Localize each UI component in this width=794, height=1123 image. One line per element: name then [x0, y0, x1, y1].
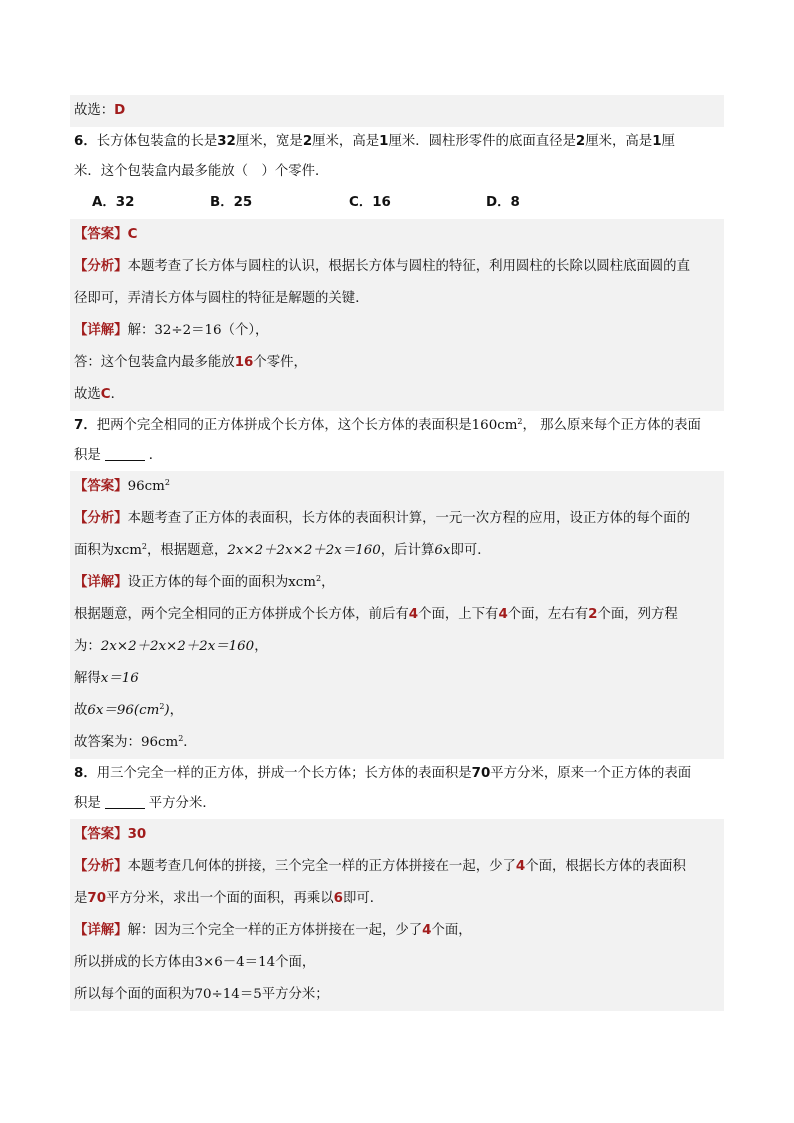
q5-choose-value: D — [114, 103, 126, 118]
q6-option-d: D．8 — [486, 195, 520, 210]
fill-in-blank[interactable] — [105, 794, 145, 809]
q6-detail-line-1: 【详解】解：32÷2＝16（个）， — [74, 323, 269, 338]
equation: 6x＝96(cm — [87, 703, 160, 718]
q7-detail-line-1: 【详解】设正方体的每个面的面积为xcm$^2$， — [74, 574, 335, 590]
q8-analysis-line-2: 是70平方分米，求出一个面的面积，再乘以6即可． — [74, 891, 384, 906]
q6-analysis-line-1: 【分析】本题考查了长方体与圆柱的认识，根据长方体与圆柱的特征，利用圆柱的长除以圆柱底面圆的直 — [74, 259, 690, 274]
q7-question — [70, 411, 724, 471]
q8-analysis-line-1: 【分析】本题考查几何体的拼接，三个完全一样的正方体拼接在一起，少了4个面，根据长方体的表面积 — [74, 859, 686, 874]
q5-solution-block — [70, 95, 724, 127]
q6-solution-block — [70, 219, 724, 411]
q6-analysis-line-2: 径即可，弄清长方体与圆柱的特征是解题的关键． — [74, 291, 369, 306]
q7-stem-line-1: 7．把两个完全相同的正方体拼成个长方体，这个长方体的表面积是$160cm^2$， 那么原来每个正方体的表面 — [74, 417, 701, 433]
q8-answer: 30 — [127, 827, 147, 842]
q6-option-b: B．25 — [210, 195, 253, 210]
equation: x＝16 — [100, 671, 139, 686]
document-page — [70, 95, 724, 1011]
q7-solution-block — [70, 471, 724, 759]
answer-tag: 【答案】 — [74, 827, 128, 842]
q6-options — [70, 187, 724, 219]
q8-solution-block — [70, 819, 724, 1011]
q7-answer-line: 【答案】$96cm^2$ — [74, 478, 170, 494]
q7-answer: 96cm — [127, 479, 165, 494]
detail-tag: 【详解】 — [74, 323, 128, 338]
equation: 2x×2＋2x×2＋2x＝160 — [100, 639, 255, 654]
q8-stem-line-2: 积是 平方分米． — [74, 796, 216, 811]
q8-stem-line-1: 8．用三个完全一样的正方体，拼成一个长方体；长方体的表面积是70平方分米，原来一个正方体的表面 — [74, 766, 692, 781]
q7-stem-line-2: 积是 ． — [74, 448, 163, 463]
answer-tag: 【答案】 — [74, 479, 128, 494]
q6-detail-line-2: 答：这个包装盒内最多能放16个零件， — [74, 355, 307, 370]
q7-analysis-line-2: 面积为xcm$^2$，根据题意，2x×2＋2x×2＋2x＝160，后计算6x即可． — [74, 542, 491, 558]
analysis-tag: 【分析】 — [74, 859, 128, 874]
equation: 2x×2＋2x×2＋2x＝160 — [227, 543, 381, 558]
q7-detail-line-3: 为：2x×2＋2x×2＋2x＝160， — [74, 639, 268, 654]
equation: 70÷14＝5 — [194, 987, 262, 1002]
equation: 3×6－4＝14 — [194, 955, 276, 970]
q8-detail-line-1: 【详解】解：因为三个完全一样的正方体拼接在一起，少了4个面， — [74, 923, 472, 938]
q7-analysis-line-1: 【分析】本题考查了正方体的表面积，长方体的表面积计算，一元一次方程的应用，设正方体的每个面的 — [74, 511, 690, 526]
q6-number: 6． — [74, 134, 97, 149]
q6-detail-line-3: 故选C． — [74, 387, 124, 402]
analysis-tag: 【分析】 — [74, 511, 128, 526]
q6-answer-line — [70, 219, 724, 251]
q8-number: 8． — [74, 766, 97, 781]
q7-detail-line-4: 解得x＝16 — [74, 671, 139, 686]
fill-in-blank[interactable] — [105, 446, 145, 461]
q6-option-a: A．32 — [92, 195, 135, 210]
q6-stem-line-1: 6．长方体包装盒的长是32厘米，宽是2厘米，高是1厘米．圆柱形零件的底面直径是2厘米，高是1厘 — [74, 134, 675, 149]
q6-stem-line-2: 米．这个包装盒内最多能放（ ）个零件． — [74, 164, 329, 179]
q5-choose-line: 故选：D — [74, 103, 126, 118]
detail-tag: 【详解】 — [74, 923, 128, 938]
q8-detail-line-3: 所以每个面的面积为70÷14＝5平方分米； — [74, 987, 329, 1002]
detail-tag: 【详解】 — [74, 575, 128, 590]
q7-detail-line-6: 故答案为：$96cm^2$． — [74, 734, 197, 750]
q7-detail-line-2: 根据题意，两个完全相同的正方体拼成个长方体，前后有4个面，上下有4个面，左右有2个面，列方程 — [74, 607, 678, 622]
q7-detail-line-5: 故$6x=96(cm^2)$， — [74, 702, 184, 718]
q6-question — [70, 127, 724, 219]
q7-number: 7． — [74, 418, 97, 433]
q8-answer-line — [70, 819, 724, 851]
q8-question — [70, 759, 724, 819]
analysis-tag: 【分析】 — [74, 259, 128, 274]
q6-option-c: C．16 — [349, 195, 391, 210]
q6-answer: C — [127, 227, 138, 242]
answer-tag: 【答案】 — [74, 227, 128, 242]
q8-detail-line-2: 所以拼成的长方体由3×6－4＝14个面， — [74, 955, 316, 970]
